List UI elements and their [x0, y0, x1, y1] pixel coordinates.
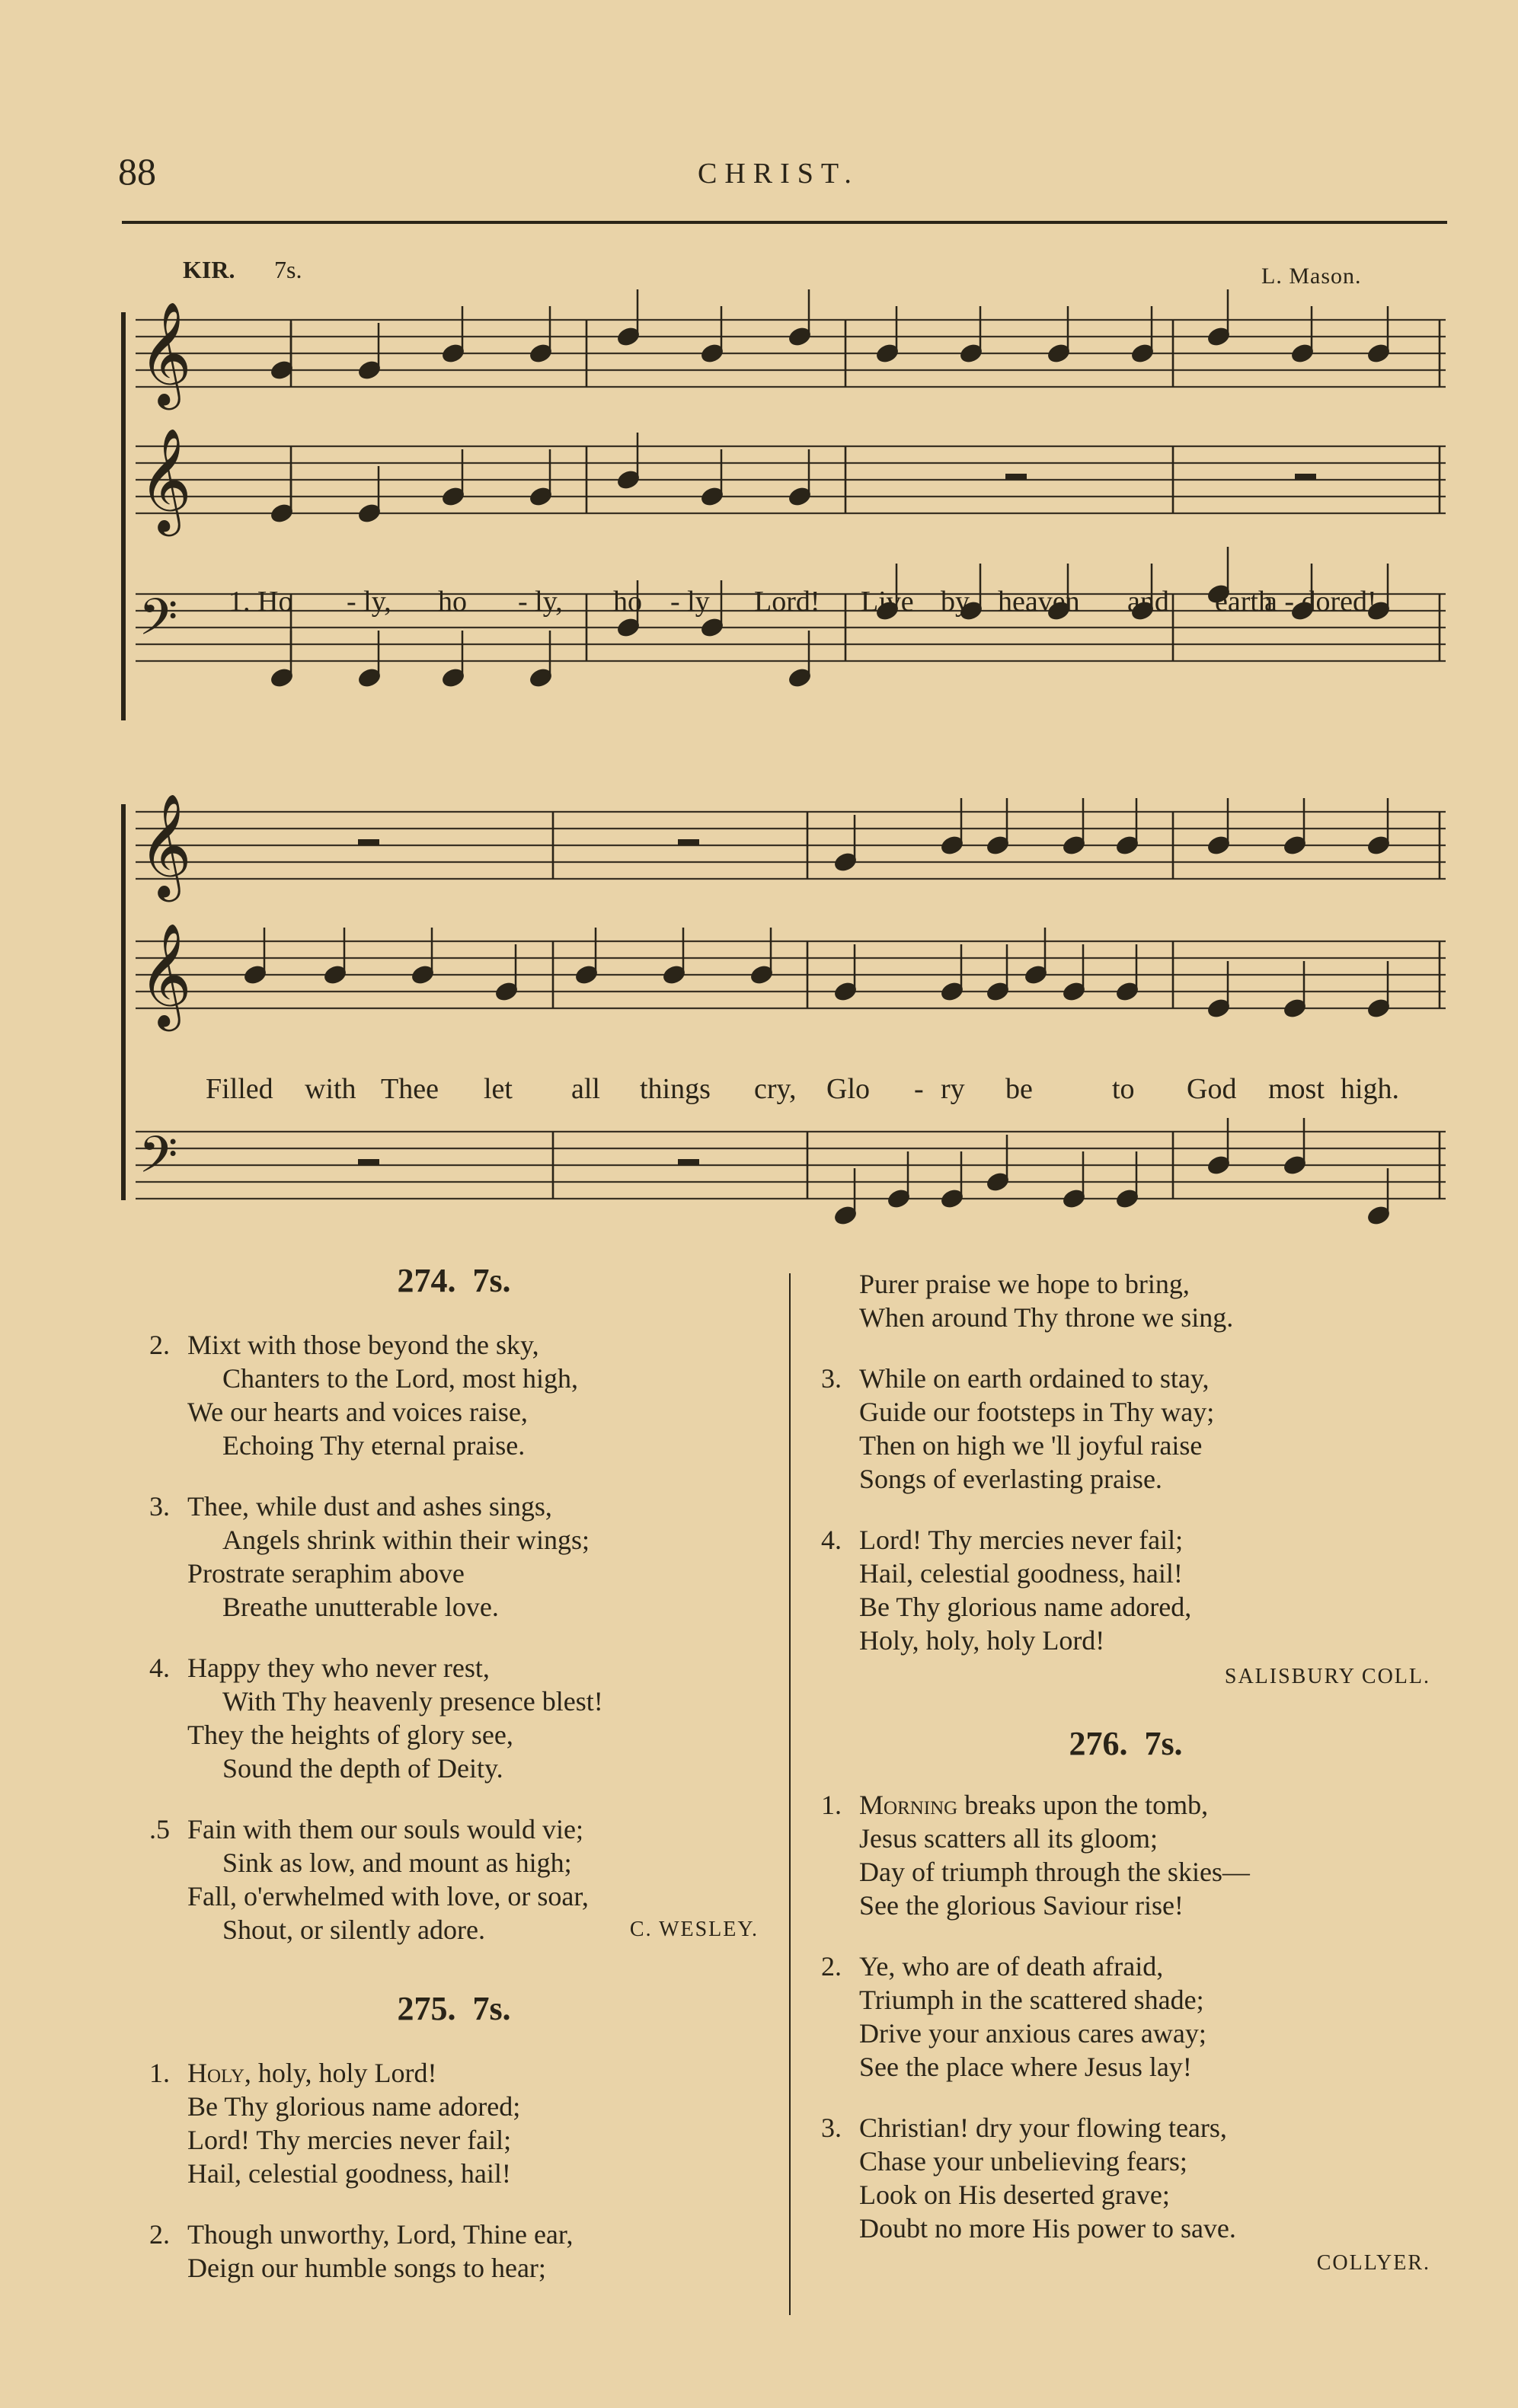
lyric-syllable: be [1005, 1073, 1033, 1105]
stanza-number: 2. [149, 1330, 170, 1360]
lyric-syllable: - ly, [347, 586, 391, 618]
stanza-line: Be Thy glorious name adored; [187, 2091, 521, 2122]
stanza-number: 3. [149, 1491, 170, 1522]
hymn-276-stanza-3 [821, 2111, 1430, 2245]
hymn-274-number: 274. [397, 1262, 456, 1299]
stanza-line: Day of triumph through the skies— [859, 1857, 1250, 1887]
staff [136, 812, 1446, 879]
column-divider [789, 1273, 791, 2315]
staff [136, 1132, 1446, 1199]
stanza-line-row [149, 1812, 759, 1846]
lyric-syllable: - ly [670, 586, 710, 618]
stanza-line: Purer praise we hope to bring, [859, 1269, 1190, 1299]
stanza-number: 1. [821, 1790, 842, 1820]
lyric-syllable: earth [1215, 586, 1273, 618]
stanza-line: See the place where Jesus lay! [859, 2052, 1192, 2082]
lyric-syllable: a - dored! [1264, 586, 1377, 618]
lyric-syllable: heaven [998, 586, 1080, 618]
stanza-line: Guide our footsteps in Thy way; [859, 1397, 1215, 1427]
rest-icon [678, 1159, 699, 1165]
lyric-syllable: - [914, 1073, 924, 1105]
stanza-line: They the heights of glory see, [187, 1720, 513, 1750]
treble-clef-icon: 𝄞 [139, 300, 192, 405]
hymn-274-author: C. WESLEY. [629, 1918, 759, 1941]
stanza-line: Jesus scatters all its gloom; [859, 1823, 1158, 1854]
stanza-line: See the glorious Saviour rise! [859, 1890, 1184, 1921]
stanza-line: holy, holy Lord! [257, 2058, 437, 2088]
lyric-syllable: ry [941, 1073, 965, 1105]
hymn-275-meter: 7s. [472, 1990, 511, 2027]
tune-meter: 7s. [274, 256, 302, 283]
lyric-syllable: by [941, 586, 970, 618]
hymn-275-heading [149, 1992, 759, 2026]
bass-clef-icon: 𝄢 [139, 1126, 178, 1196]
first-word: Morning [859, 1790, 958, 1820]
lyric-syllable: Glo [826, 1073, 870, 1105]
stanza-line-row [149, 1328, 759, 1362]
hymn-275-stanza-3 [821, 1362, 1430, 1496]
lyric-syllable: Lord! [754, 586, 820, 618]
stanza-number: 4. [821, 1525, 842, 1555]
stanza-number: 3. [821, 1363, 842, 1394]
hymn-276-stanza-1 [821, 1788, 1430, 1922]
lyric-syllable: all [571, 1073, 600, 1105]
lyric-syllable: ho [613, 586, 642, 618]
lyric-syllable: Filled [206, 1073, 273, 1105]
stanza-line: Echoing Thy eternal praise. [222, 1430, 526, 1461]
rest-icon [358, 1159, 379, 1165]
lyric-syllable: things [640, 1073, 711, 1105]
stanza-line: While on earth ordained to stay, [859, 1363, 1210, 1394]
stanza-line: Chase your unbelieving fears; [859, 2146, 1187, 2176]
lyric-syllable: most [1268, 1073, 1325, 1105]
rest-icon [1005, 474, 1027, 480]
hymn-274-stanzas [149, 1328, 759, 1947]
hymn-276-author: COLLYER. [1316, 2251, 1430, 2275]
hymn-275-stanza-2 [149, 2218, 759, 2285]
stanza-line: Hail, celestial goodness, hail! [859, 1558, 1183, 1589]
staff [136, 446, 1446, 513]
stanza-line-row [149, 1490, 759, 1523]
stanza-line: Chanters to the Lord, most high, [222, 1363, 578, 1394]
rest-icon [358, 839, 379, 845]
stanza-line: Be Thy glorious name adored, [859, 1592, 1192, 1622]
lyric-syllable: cry, [754, 1073, 797, 1105]
lyric-syllable: let [484, 1073, 513, 1105]
stanza-line: Deign our humble songs to hear; [187, 2253, 546, 2283]
lyric-syllable: to [1112, 1073, 1135, 1105]
stanza-line: Prostrate seraphim above [187, 1558, 465, 1589]
hymn-274-stanza [149, 1328, 759, 1462]
hymn-274-stanza [149, 1490, 759, 1624]
stanza-line: When around Thy throne we sing. [859, 1302, 1234, 1333]
lyric-syllable: - ly, [518, 586, 563, 618]
stanza-line: breaks upon the tomb, [964, 1790, 1209, 1820]
stanza-number: 2. [149, 2219, 170, 2250]
lyric-syllable: and [1127, 586, 1169, 618]
hymn-275-stanza-1 [149, 2056, 759, 2190]
hymn-274-stanza [149, 1651, 759, 1785]
hymn-276-meter: 7s. [1144, 1725, 1183, 1762]
first-word: Holy, [187, 2058, 251, 2088]
stanza-line: Fall, o'erwhelmed with love, or soar, [187, 1881, 589, 1911]
hymn-276-stanza-2 [821, 1950, 1430, 2084]
composer: L. Mason. [1261, 263, 1362, 289]
stanza-line: Angels shrink within their wings; [222, 1525, 590, 1555]
stanza-line: Holy, holy, holy Lord! [859, 1625, 1105, 1656]
lyric-syllable: high. [1341, 1073, 1400, 1105]
lyric-syllable: with [305, 1073, 356, 1105]
stanza-number: 1. [149, 2058, 170, 2088]
stanza-number: 3. [821, 2113, 842, 2143]
stanza-line: Lord! Thy mercies never fail; [187, 2125, 512, 2155]
right-column [821, 1267, 1430, 2280]
stanza-line: With Thy heavenly presence blest! [222, 1686, 603, 1717]
stanza-line: Sound the depth of Deity. [222, 1753, 503, 1784]
stanza-line: Drive your anxious cares away; [859, 2018, 1206, 2049]
stanza-number: 2. [821, 1951, 842, 1982]
hymn-275-stanza-2-continued [821, 1267, 1430, 1334]
lyric-syllable: Live [861, 586, 914, 618]
hymn-275-author: SALISBURY COLL. [1224, 1665, 1430, 1688]
stanza-number: .5 [149, 1814, 170, 1844]
lyric-syllable: 1. Ho [228, 586, 293, 618]
lyric-syllable: God [1187, 1073, 1237, 1105]
stanza-line: Ye, who are of death afraid, [859, 1951, 1164, 1982]
page-number: 88 [118, 150, 156, 193]
rest-icon [1295, 474, 1316, 480]
stanza-line: Triumph in the scattered shade; [859, 1985, 1204, 2015]
stanza-line: Though unworthy, Lord, Thine ear, [187, 2219, 574, 2250]
stanza-line: Christian! dry your flowing tears, [859, 2113, 1227, 2143]
stanza-line: Look on His deserted grave; [859, 2180, 1170, 2210]
hymn-274-heading [149, 1264, 759, 1298]
rest-icon [678, 839, 699, 845]
stanza-line: We our hearts and voices raise, [187, 1397, 528, 1427]
stanza-line: Lord! Thy mercies never fail; [859, 1525, 1184, 1555]
hymn-275-number: 275. [397, 1990, 456, 2027]
left-column [149, 1264, 759, 2312]
treble-clef-icon: 𝄞 [139, 426, 192, 532]
stanza-line: Happy they who never rest, [187, 1653, 490, 1683]
hymn-274-meter: 7s. [472, 1262, 511, 1299]
hymn-275-stanza-4 [821, 1523, 1430, 1657]
stanza-line: Sink as low, and mount as high; [222, 1848, 572, 1878]
stanza-line-row [149, 1651, 759, 1685]
stanza-line: Thee, while dust and ashes sings, [187, 1491, 552, 1522]
stanza-line: Hail, celestial goodness, hail! [187, 2158, 511, 2189]
stanza-number: 4. [149, 1653, 170, 1683]
stanza-line: Then on high we 'll joyful raise [859, 1430, 1203, 1461]
staff [136, 320, 1446, 387]
bass-clef-icon: 𝄢 [139, 588, 178, 659]
hymn-276-heading [821, 1727, 1430, 1761]
lyric-syllable: ho [438, 586, 467, 618]
stanza-line: Songs of everlasting praise. [859, 1464, 1162, 1494]
lyric-syllable: Thee [381, 1073, 439, 1105]
hymn-276-number: 276. [1069, 1725, 1128, 1762]
stanza-line: Fain with them our souls would vie; [187, 1814, 583, 1844]
stanza-line: Shout, or silently adore. [222, 1915, 485, 1945]
stanza-line: Mixt with those beyond the sky, [187, 1330, 539, 1360]
running-head: CHRIST. [698, 158, 859, 190]
treble-clef-icon: 𝄞 [139, 792, 192, 897]
stanza-line: Doubt no more His power to save. [859, 2213, 1236, 2244]
tune-name: KIR. [183, 256, 235, 283]
treble-clef-icon: 𝄞 [139, 921, 192, 1027]
stanza-line: Breathe unutterable love. [222, 1592, 499, 1622]
